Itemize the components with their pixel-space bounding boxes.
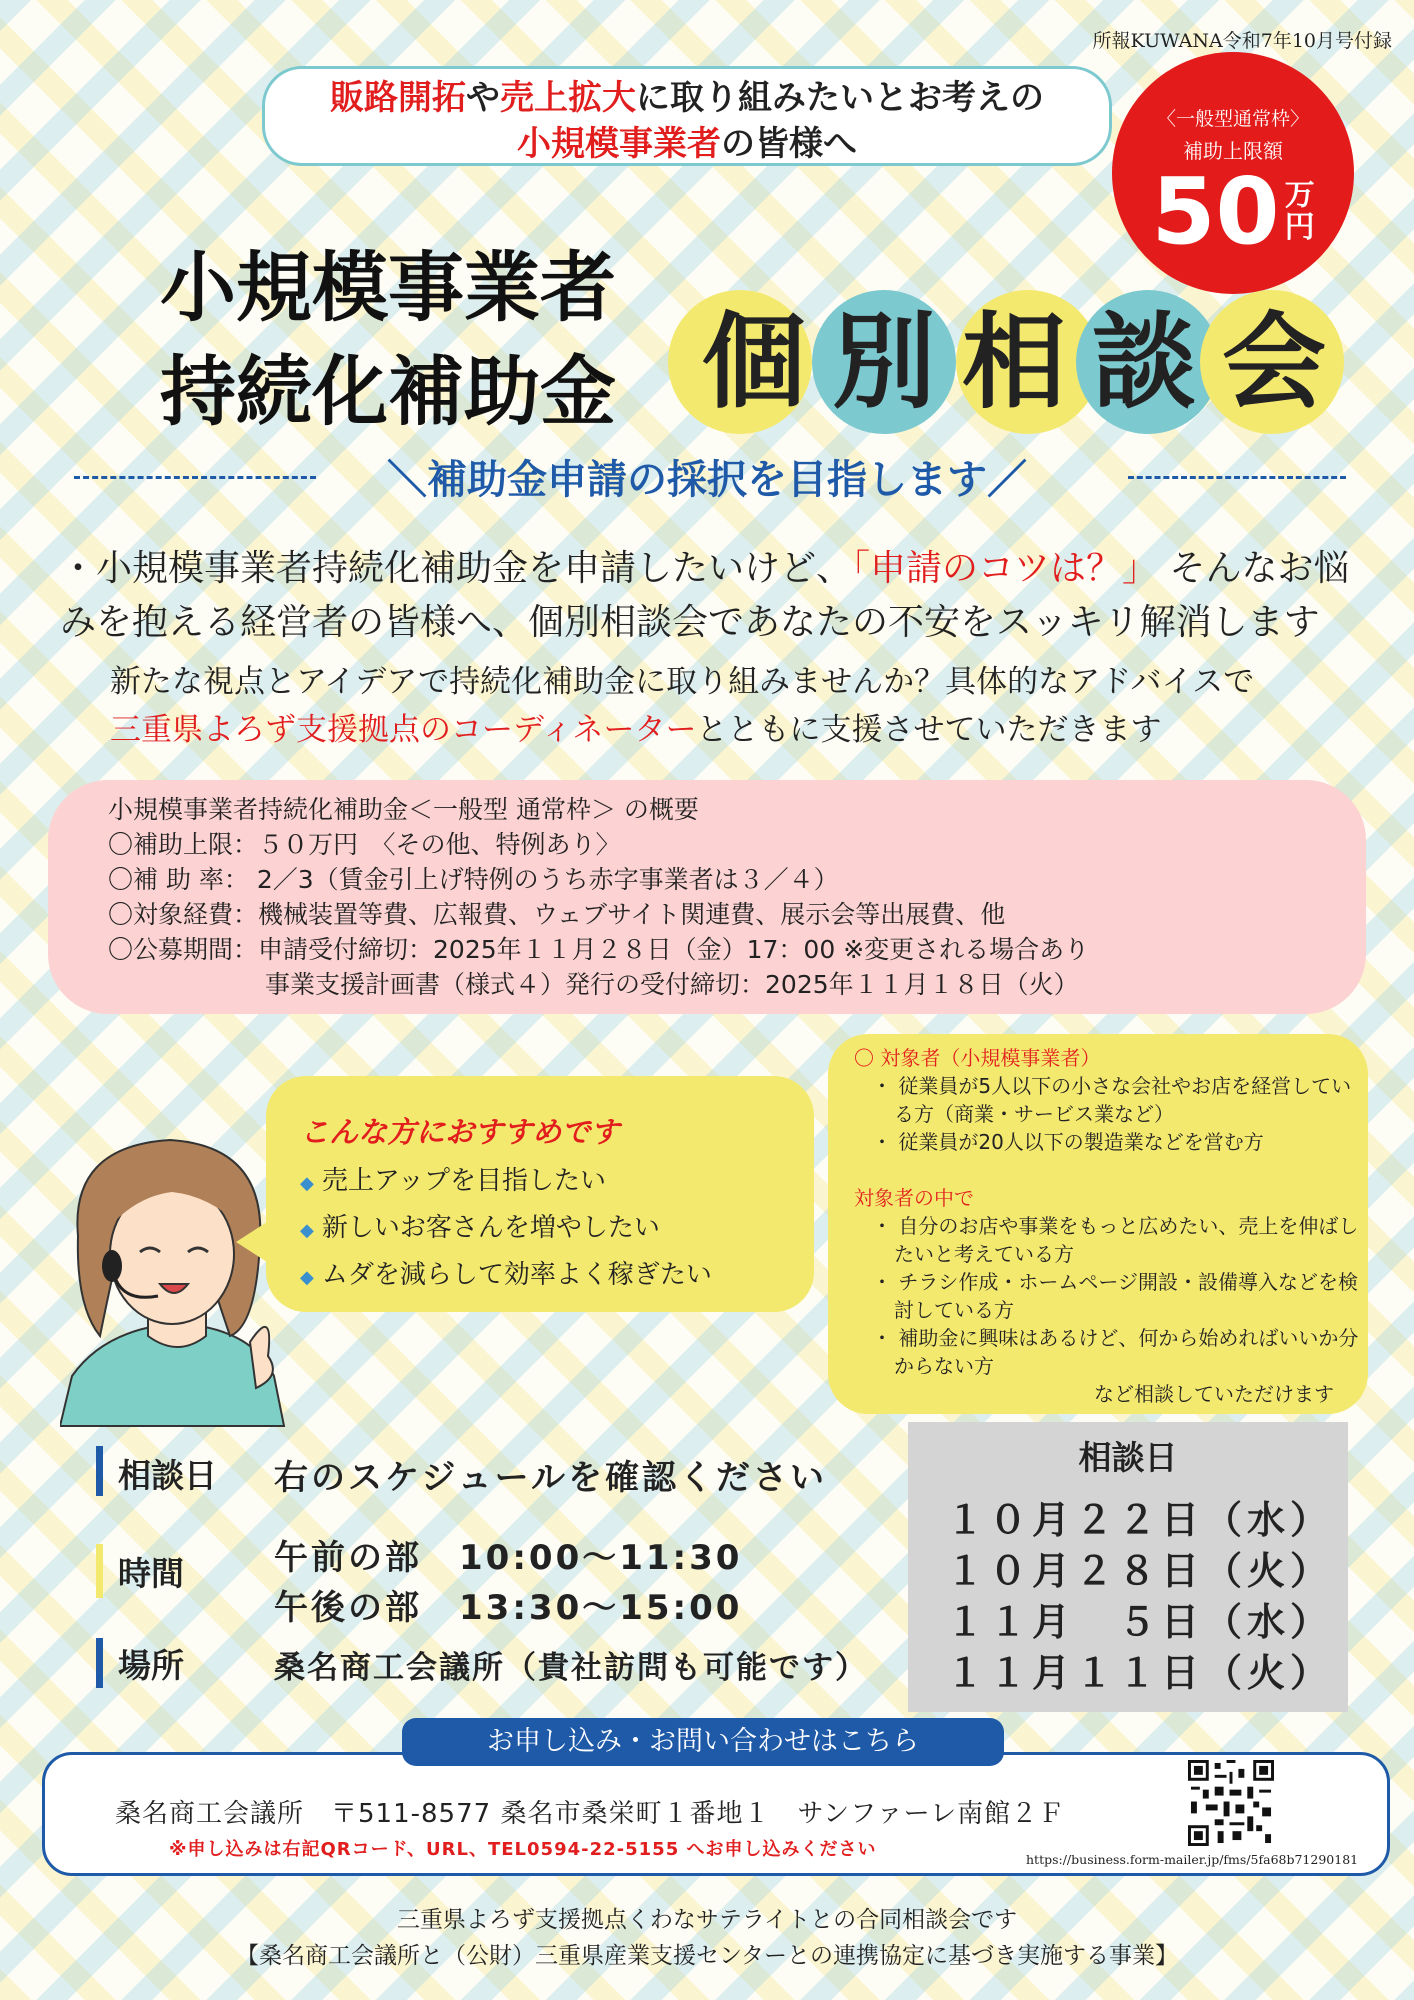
header-note: 所報KUWANA令和7年10月号付録 — [1092, 30, 1392, 52]
overview-line: 〇補 助 率： 2／3（賃金引上げ特例のうち赤字事業者は３／４） — [108, 865, 839, 894]
contact-note: ※申し込みは右記QRコード、URL、TEL0594-22-5155 へお申し込みください — [169, 1839, 877, 1860]
date-item: １１月１１日（火） — [946, 1651, 1334, 1695]
overview-line: 〇補助上限：５０万円 〈その他、特例あり〉 — [108, 830, 621, 859]
diamond-icon: ◆ — [300, 1220, 314, 1241]
event-title-char: 別 — [831, 301, 936, 423]
eligibility-item: ・ 補助金に興味はあるけど、何から始めればいいか分からない方 — [872, 1326, 1359, 1378]
subtitle: ＼補助金申請の採択を目指します／ — [387, 457, 1027, 503]
support-accent: 三重県よろず支援拠点のコーディネーター — [110, 712, 697, 748]
footer — [0, 1902, 1414, 1974]
lead-accent: 「申請のコツは？」 — [852, 548, 1159, 589]
diamond-icon: ◆ — [300, 1267, 314, 1288]
label-bar — [96, 1638, 103, 1688]
footer-line: 【桑名商工会議所と（公財）三重県産業支援センターとの連携協定に基づき実施する事業】 — [235, 1943, 1179, 1969]
support-line: 新たな視点とアイデアで持続化補助金に取り組みませんか？具体的なアドバイスで — [110, 664, 1255, 700]
recommendation-text: 新しいお客さんを増やしたい — [321, 1213, 660, 1243]
form-url[interactable]: https://business.form-mailer.jp/fms/5fa68b71290181 — [1026, 1852, 1359, 1867]
eligibility-panel — [828, 1034, 1368, 1414]
time-pm: 午後の部 13:30～15:00 — [274, 1588, 743, 1628]
title-line-2: 持続化補助金 — [160, 347, 616, 436]
date-item: １１月 ５日（水） — [946, 1600, 1334, 1644]
recommendation-item — [300, 1159, 814, 1206]
lead-paragraph — [60, 542, 1370, 650]
subsidy-limit-badge — [1112, 52, 1354, 294]
consultation-dates — [908, 1422, 1348, 1712]
target-text: に取り組みたいとお考えの — [636, 78, 1044, 118]
page-title — [160, 236, 660, 444]
contact-tab: お申し込み・お問い合わせはこちら — [402, 1718, 1004, 1766]
support-paragraph — [110, 658, 1370, 754]
time-am: 午前の部 10:00～11:30 — [274, 1538, 743, 1578]
target-line-2 — [265, 121, 1109, 167]
eligibility-item: ・ 自分のお店や事業をもっと広めたい、売上を伸ばしたいと考えている方 — [872, 1214, 1359, 1266]
target-text: 販路開拓 — [330, 78, 466, 118]
target-text: や — [466, 78, 500, 118]
date-item: １０月２８日（火） — [946, 1549, 1334, 1593]
badge-unit-man: 万 — [1284, 178, 1315, 213]
consultant-illustration — [60, 1126, 290, 1428]
date-item: １０月２２日（水） — [946, 1498, 1334, 1542]
recommendation-heading: こんな方におすすめです — [300, 1115, 620, 1149]
diamond-icon: ◆ — [300, 1173, 314, 1194]
eligibility-heading: 〇 対象者（小規模事業者） — [854, 1046, 1101, 1070]
support-text: とともに支援させていただきます — [696, 712, 1162, 748]
eligibility-item: ・ チラシ作成・ホームページ開設・設備導入などを検討している方 — [872, 1270, 1358, 1322]
recommendation-text: ムダを減らして効率よく稼ぎたい — [321, 1260, 712, 1290]
date-label: 相談日 — [118, 1456, 217, 1495]
badge-unit-en: 円 — [1284, 210, 1315, 245]
overview-line: 〇公募期間：申請受付締切：2025年１１月２８日（金）17：00 ※変更される場合あり — [108, 935, 1090, 964]
badge-unit — [1285, 180, 1315, 244]
target-text: 小規模事業者 — [517, 124, 721, 164]
target-audience-box — [262, 66, 1112, 166]
badge-category: 〈一般型通常枠〉 — [1156, 108, 1309, 130]
footer-line: 三重県よろず支援拠点くわなサテライトとの合同相談会です — [396, 1907, 1018, 1933]
recommendation-bubble — [266, 1076, 814, 1312]
place-label: 場所 — [118, 1646, 184, 1685]
badge-label: 補助上限額 — [1183, 139, 1283, 163]
recommendation-item — [300, 1206, 814, 1253]
label-bar — [96, 1446, 103, 1496]
lead-text: そんなお悩みを抱える経営者の皆様へ、個別相談会であなたの不安をスッキリ解消します — [60, 548, 1350, 643]
target-line-1 — [265, 75, 1109, 121]
eligibility-item: ・ 従業員が5人以下の小さな会社やお店を経営している方（商業・サービス業など） — [872, 1074, 1352, 1126]
event-title-char: 相 — [961, 301, 1066, 423]
qr-code-icon[interactable] — [1188, 1760, 1274, 1846]
overview-line: 事業支援計画書（様式４）発行の受付締切：2025年１１月１８日（火） — [265, 970, 1079, 999]
time-label: 時間 — [118, 1554, 184, 1593]
subsidy-overview — [48, 780, 1366, 1014]
overview-title: 小規模事業者持続化補助金＜一般型 通常枠＞ の概要 — [108, 795, 699, 824]
target-text: 売上拡大 — [500, 78, 636, 118]
title-line-1: 小規模事業者 — [160, 243, 616, 332]
badge-amount: 50 — [1151, 158, 1280, 265]
speech-bubble-tail — [236, 1220, 270, 1264]
event-title-char: 会 — [1221, 301, 1326, 423]
eligibility-item: ・ 従業員が20人以下の製造業などを営む方 — [872, 1130, 1264, 1154]
event-title-char: 談 — [1091, 301, 1196, 423]
place-value: 桑名商工会議所（貴社訪問も可能です） — [274, 1650, 868, 1686]
label-bar — [96, 1544, 103, 1598]
eligibility-heading-2: 対象者の中で — [854, 1186, 974, 1210]
overview-line: 〇対象経費：機械装置等費、広報費、ウェブサイト関連費、展示会等出展費、他 — [108, 900, 1006, 929]
contact-address: 桑名商工会議所 〒511-8577 桑名市桑栄町１番地１ サンファーレ南館２Ｆ — [115, 1799, 1066, 1829]
dates-title: 相談日 — [1078, 1438, 1178, 1477]
recommendation-item — [300, 1253, 814, 1300]
support-line-2 — [110, 706, 1370, 754]
date-value: 右のスケジュールを確認ください — [274, 1458, 827, 1498]
event-title-char: 個 — [701, 301, 806, 423]
lead-text: ・小規模事業者持続化補助金を申請したいけど、 — [60, 548, 853, 589]
target-text: の皆様へ — [721, 124, 857, 164]
recommendation-text: 売上アップを目指したい — [321, 1166, 607, 1196]
eligibility-closing: など相談していただけます — [1094, 1382, 1334, 1406]
